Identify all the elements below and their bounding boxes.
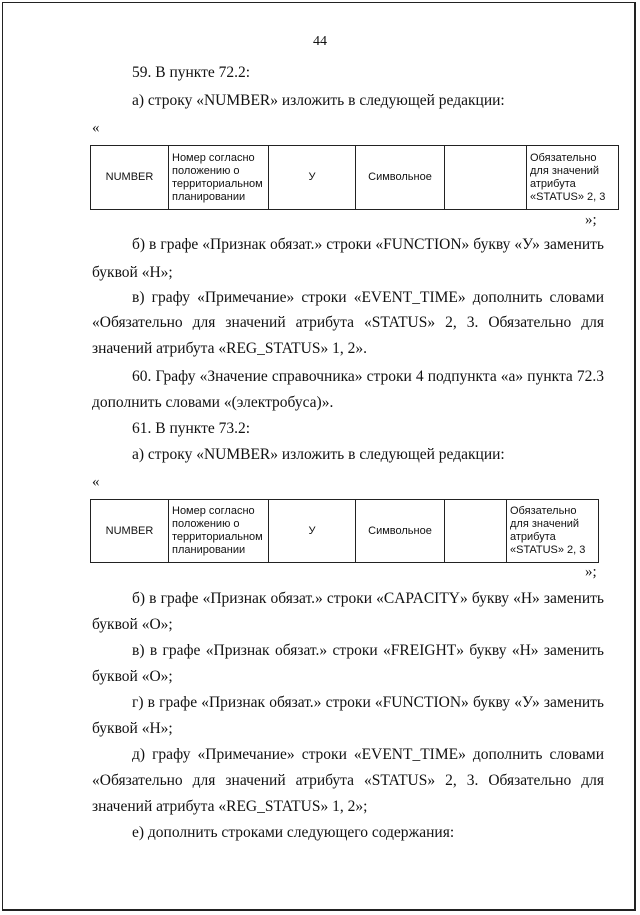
item-61-v-line1: в) в графе «Признак обязат.» строки «FREIGHT» букву «Н» заменить — [132, 642, 604, 659]
item-61-v-line2: буквой «О»; — [92, 668, 173, 685]
number-attribute-table-1 — [90, 145, 619, 210]
cell-reference — [445, 146, 527, 210]
page-number: 44 — [313, 34, 327, 49]
quote-open-1: « — [92, 120, 100, 136]
item-61-heading: 61. В пункте 73.2: — [132, 420, 251, 437]
cell-type: Символьное — [356, 146, 445, 210]
cell-type: Символьное — [356, 500, 445, 563]
item-60-line1: 60. Графу «Значение справочника» строки 4 подпункта «а» пункта 72.3 — [132, 368, 604, 385]
item-60-line2: дополнить словами «(электробуса)». — [92, 394, 334, 411]
cell-name: NUMBER — [91, 500, 169, 563]
item-59-v-line1: в) графу «Примечание» строки «EVENT_TIME» дополнить словами — [132, 289, 604, 306]
item-61-b-line1: б) в графе «Признак обязат.» строки «CAPACITY» букву «Н» заменить — [132, 590, 604, 607]
quote-close-2: »; — [585, 564, 597, 580]
item-61-d-line1: д) графу «Примечание» строки «EVENT_TIME» дополнить словами — [132, 746, 604, 763]
item-61-g-line2: буквой «Н»; — [92, 720, 173, 737]
item-61-e: е) дополнить строками следующего содержания: — [132, 824, 455, 841]
item-61-d-line3: значений атрибута «REG_STATUS» 1, 2»; — [92, 798, 368, 815]
item-59-v-line3: значений атрибута «REG_STATUS» 1, 2». — [92, 340, 367, 357]
cell-flag: У — [269, 146, 356, 210]
item-61-a: а) строку «NUMBER» изложить в следующей редакции: — [132, 446, 505, 463]
item-59-v-line2: «Обязательно для значений атрибута «STATUS» 2, 3. Обязательно для — [92, 314, 604, 331]
table-row — [91, 500, 599, 563]
quote-close-1: »; — [585, 212, 597, 228]
cell-note: Обязательно для значений атрибута «STATUS» 2, 3 — [507, 500, 599, 563]
item-59-heading: 59. В пункте 72.2: — [132, 64, 251, 81]
quote-open-2: « — [92, 474, 100, 490]
item-59-a: а) строку «NUMBER» изложить в следующей редакции: — [132, 92, 505, 109]
item-61-d-line2: «Обязательно для значений атрибута «STATUS» 2, 3. Обязательно для — [92, 772, 604, 789]
cell-flag: У — [269, 500, 356, 563]
item-61-b-line2: буквой «О»; — [92, 616, 173, 633]
item-61-g-line1: г) в графе «Признак обязат.» строки «FUNCTION» букву «У» заменить — [132, 694, 604, 711]
number-attribute-table-2 — [90, 499, 599, 563]
item-59-b-line1: б) в графе «Признак обязат.» строки «FUNCTION» букву «У» заменить — [132, 236, 604, 253]
cell-reference — [445, 500, 507, 563]
cell-note: Обязательно для значений атрибута «STATUS» 2, 3 — [527, 146, 619, 210]
cell-description: Номер согласно положению о территориальном планировании — [169, 500, 269, 563]
cell-name: NUMBER — [91, 146, 169, 210]
table-row — [91, 146, 619, 210]
item-59-b-line2: буквой «Н»; — [92, 264, 173, 281]
cell-description: Номер согласно положению о территориальном планировании — [169, 146, 269, 210]
